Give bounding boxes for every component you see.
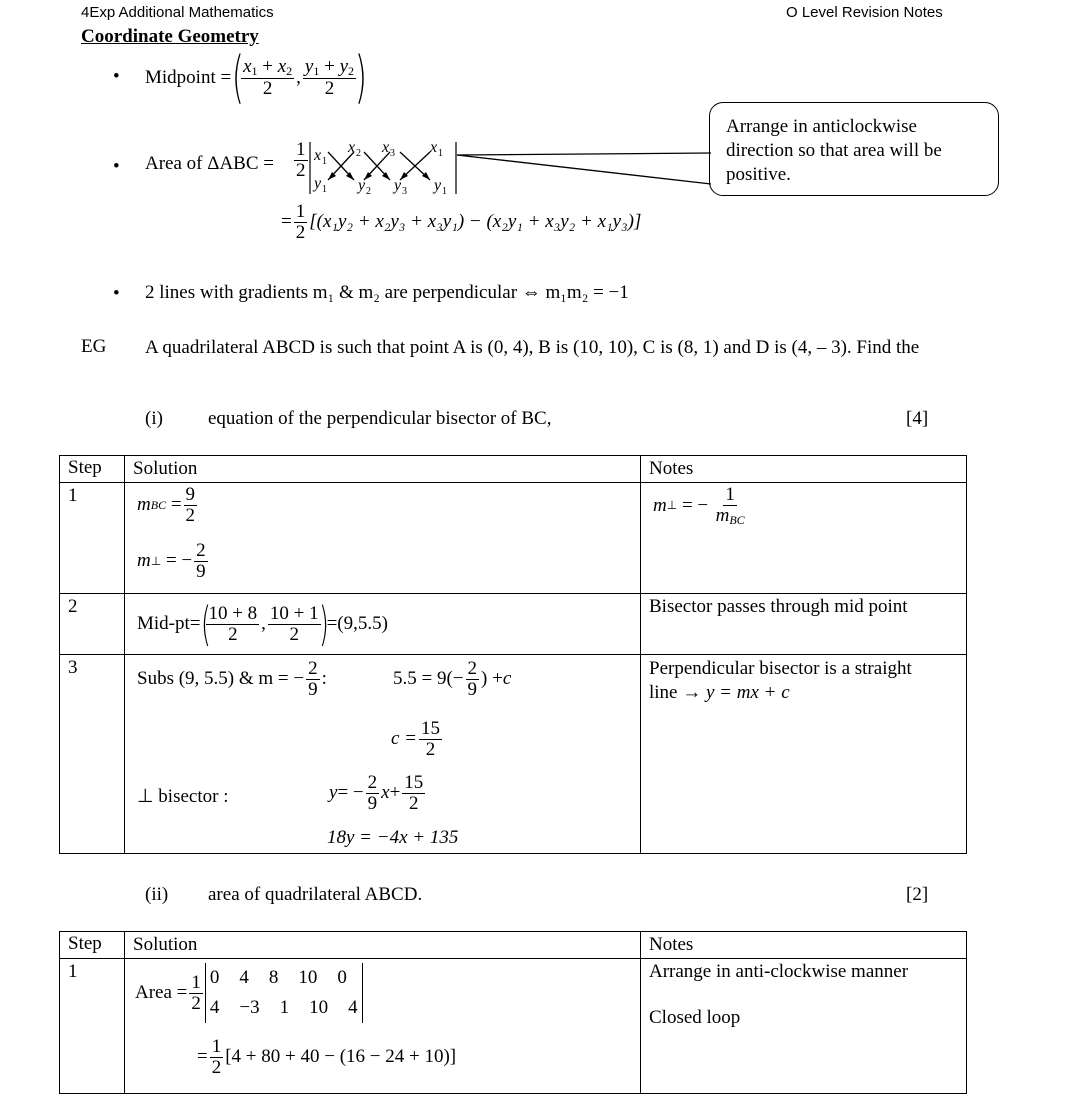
area-calc-expansion: [4 + 80 + 40 − (16 − 24 + 10)]	[225, 1046, 457, 1068]
step-1-notes: m ⊥ = − $\frac{1}{m_{BC}}$	[641, 483, 967, 594]
area-notes	[641, 959, 967, 1094]
example-label: EG	[81, 336, 107, 357]
part-ii-marks: [2]	[906, 884, 929, 905]
svg-text:y: y	[394, 177, 402, 194]
part-ii-text: area of quadrilateral ABCD.	[208, 884, 423, 905]
step-number: 1	[60, 959, 125, 1094]
step-2-notes: Bisector passes through mid point	[641, 594, 967, 655]
header-solution: Solution	[125, 456, 641, 483]
bullet-perp: •	[113, 283, 120, 304]
header-solution: Solution	[125, 932, 641, 959]
quad-determinant: 0 4 8 10 0 4 −3 1 10 4	[205, 963, 363, 1023]
step-3-note-text: Perpendicular bisector is a straight line →	[649, 658, 912, 703]
step-number: 1	[60, 483, 125, 594]
area-calc-label: Area =	[135, 982, 188, 1003]
page-title: Coordinate Geometry	[81, 26, 259, 47]
svg-text:1: 1	[438, 148, 443, 159]
svg-text:y: y	[314, 175, 322, 192]
area-determinant	[308, 138, 468, 198]
step-3-note-eq: y = mx + c	[706, 682, 790, 703]
step-3-notes	[641, 655, 967, 854]
svg-text:y: y	[434, 177, 442, 194]
svg-text:x: x	[382, 139, 390, 156]
bisector-label: ⊥ bisector :	[137, 786, 229, 807]
svg-text:3: 3	[390, 148, 395, 159]
table-row	[60, 655, 967, 854]
midpt-result: =(9,5.5)	[326, 613, 388, 634]
svg-text:1: 1	[442, 186, 447, 197]
c-label: c =	[391, 728, 418, 750]
area-solution: Area = $\frac{1}{2}$ 0 4 8 10 0 4 −3 1 10 4 = $\frac{1}{2}$ [4 + 80 + 40 − (16 − 24 + 10)]	[125, 959, 641, 1094]
midpt-label: Mid-pt=	[137, 613, 201, 634]
table-header-row	[60, 932, 967, 959]
example-statement: A quadrilateral ABCD is such that point A is (0, 4), B is (10, 10), C is (8, 1) and D is (4, – 3). Find the	[145, 337, 920, 358]
callout-pointer	[455, 150, 715, 190]
svg-text:y: y	[358, 177, 366, 194]
bullet-area: •	[113, 156, 120, 177]
table-row	[60, 483, 967, 594]
midpoint-formula: Midpoint = ( $\frac{x_1 + x_2}{2}$ , $\frac{y_1 + y_2}{2}$ )	[145, 45, 367, 110]
solution-table-2	[59, 931, 967, 1094]
area-expansion-line: = $\frac{1}{2}$ [(x₁y₂ + x₂y₃ + x₃y₁) − (x₂y₁ + x₃y₂ + x₁y₃)]	[281, 201, 642, 243]
part-i-number: (i)	[145, 408, 163, 429]
svg-text:1: 1	[322, 156, 327, 167]
final-equation: 18y = −4x + 135	[327, 827, 459, 848]
header-notes: Notes	[641, 456, 967, 483]
header-notes: Notes	[641, 932, 967, 959]
header-right: O Level Revision Notes	[786, 4, 943, 21]
header-step: Step	[60, 932, 125, 959]
midpoint-label: Midpoint =	[145, 67, 232, 88]
part-i-text: equation of the perpendicular bisector of BC,	[208, 408, 552, 429]
svg-text:3: 3	[402, 186, 407, 197]
header-step: Step	[60, 456, 125, 483]
svg-text:x: x	[314, 147, 322, 164]
part-i-marks: [4]	[906, 408, 929, 429]
svg-text:2: 2	[356, 148, 361, 159]
svg-text:2: 2	[366, 186, 371, 197]
step-number: 3	[60, 655, 125, 854]
perp-rule: 2 lines with gradients m₁ & m₂ are perpendicular ⇔ m₁m₂ = −1	[145, 282, 629, 303]
svg-text:x: x	[348, 139, 356, 156]
table-row	[60, 959, 967, 1094]
step-1-solution: m BC = $\frac{9}{2}$ m ⊥ = − $\frac{2}{9}$	[125, 483, 641, 594]
area-label: Area of ΔABC =	[145, 153, 274, 174]
step-2-solution: Mid-pt= ( $\frac{10 + 8}{2}$ , $\frac{10 + 1}{2}$ ) =(9,5.5)	[125, 594, 641, 655]
part-ii-number: (ii)	[145, 884, 169, 905]
bullet-midpoint: •	[113, 66, 120, 87]
area-note-1: Arrange in anti-clockwise manner	[649, 961, 909, 982]
table-header-row	[60, 456, 967, 483]
area-expansion: [(x₁y₂ + x₂y₃ + x₃y₁) − (x₂y₁ + x₃y₂ + x₁y₃)]	[309, 211, 642, 233]
subs-label: Subs (9, 5.5) & m = −	[137, 668, 305, 690]
step-number: 2	[60, 594, 125, 655]
solution-table-1	[59, 455, 967, 854]
header-left: 4Exp Additional Mathematics	[81, 4, 274, 21]
area-half: $\frac{1}{2}$	[296, 139, 306, 181]
area-note-2: Closed loop	[649, 1007, 741, 1028]
svg-text:x: x	[430, 139, 438, 156]
callout-note: Arrange in anticlockwise direction so that area will be positive.	[709, 102, 999, 196]
table-row	[60, 594, 967, 655]
step-3-solution: Subs (9, 5.5) & m = − $\frac{2}{9}$ : 5.5 = 9(− $\frac{2}{9}$ ) + c c = $\frac{15}{2}$ ⊥ bisector : y = − $\frac{2}{9}$ x + $\frac{15}{2}$ 18y = −4x + 135	[125, 655, 641, 854]
svg-text:1: 1	[322, 184, 327, 195]
